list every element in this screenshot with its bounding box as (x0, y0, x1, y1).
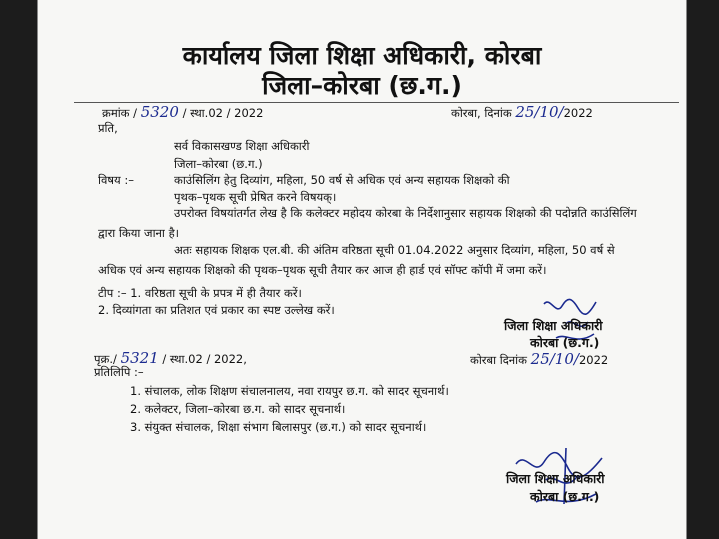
ref-prefix: क्रमांक / (102, 106, 138, 120)
subject-text-2: पृथक–पृथक सूची प्रेषित करने विषयक्। (174, 190, 337, 204)
document-page (38, 0, 686, 539)
copy-item-1: 1. संचालक, लोक शिक्षण संचालनालय, नवा रायपुर छ.ग. को सादर सूचनार्थ। (130, 384, 449, 398)
ref-suffix: / स्था.02 / 2022 (182, 106, 264, 120)
copy-label: प्रतिलिपि :– (94, 365, 144, 379)
subject-label: विषय :– (98, 173, 134, 187)
office-title: कार्यालय जिला शिक्षा अधिकारी, कोरबा (182, 41, 542, 70)
signatory-title-1: जिला शिक्षा अधिकारी (504, 318, 603, 333)
to-line1: सर्व विकासखण्ड शिक्षा अधिकारी (174, 139, 310, 153)
to-label: प्रति, (98, 121, 118, 135)
signatory-place-1: कोरबा (छ.ग.) (530, 335, 600, 350)
copy-ref-suffix: / स्था.02 / 2022, (162, 352, 247, 366)
note-2: 2. दिव्यांगता का प्रतिशत एवं प्रकार का स्पष्ट उल्लेख करें। (98, 303, 335, 317)
copy-ref-number-handwritten: 5321 (120, 349, 159, 367)
body-paragraph-1: उपरोक्त विषयांतर्गत लेख है कि कलेक्टर महोदय कोरबा के निर्देशानुसार सहायक शिक्षको की पदोन्नति काउंसिलिंग द्वारा किया जाना है। (98, 206, 637, 240)
copy-ref-date-year: 2022 (578, 353, 609, 367)
subject-text-1: काउंसिलिंग हेतु दिव्यांग, महिला, 50 वर्ष से अधिक एवं अन्य सहायक शिक्षको की (174, 173, 510, 187)
to-line2: जिला–कोरबा (छ.ग.) (174, 157, 263, 171)
ref-number-handwritten: 5320 (140, 103, 179, 121)
ref-date-handwritten: 25/10/ (515, 103, 564, 121)
note-1: टीप :– 1. वरिष्ठता सूची के प्रपत्र में ही तैयार करें। (98, 286, 302, 300)
copy-item-3: 3. संयुक्त संचालक, शिक्षा संभाग बिलासपुर (छ.ग.) को सादर सूचनार्थ। (130, 420, 427, 434)
ref-date (451, 103, 593, 121)
ref-date-year: 2022 (563, 106, 593, 120)
copy-ref-date-handwritten: 25/10/ (530, 350, 579, 368)
copy-ref-prefix: पृक्र./ (94, 352, 117, 366)
copy-item-2: 2. कलेक्टर, जिला–कोरबा छ.ग. को सादर सूचनार्थ। (130, 402, 346, 416)
copy-ref-date (470, 350, 608, 368)
body-paragraph-2: अतः सहायक शिक्षक एल.बी. की अंतिम वरिष्ठता सूची 01.04.2022 अनुसार दिव्यांग, महिला, 50 वर्ष से अधिक एवं अन्य सहायक शिक्षको की पृथक–पृथक सूची तैयार कर आज ही हार्ड एवं सॉफ्ट कॉपी में जमा करें। (98, 243, 615, 277)
copy-ref-date-label: कोरबा दिनांक (470, 353, 527, 367)
ref-number (102, 103, 263, 121)
office-district: जिला–कोरबा (छ.ग.) (262, 71, 462, 100)
ref-date-label: कोरबा, दिनांक (451, 106, 512, 120)
signatory-place-2: कोरबा (छ.ग.) (530, 489, 600, 504)
signatory-title-2: जिला शिक्षा अधिकारी (506, 471, 605, 486)
